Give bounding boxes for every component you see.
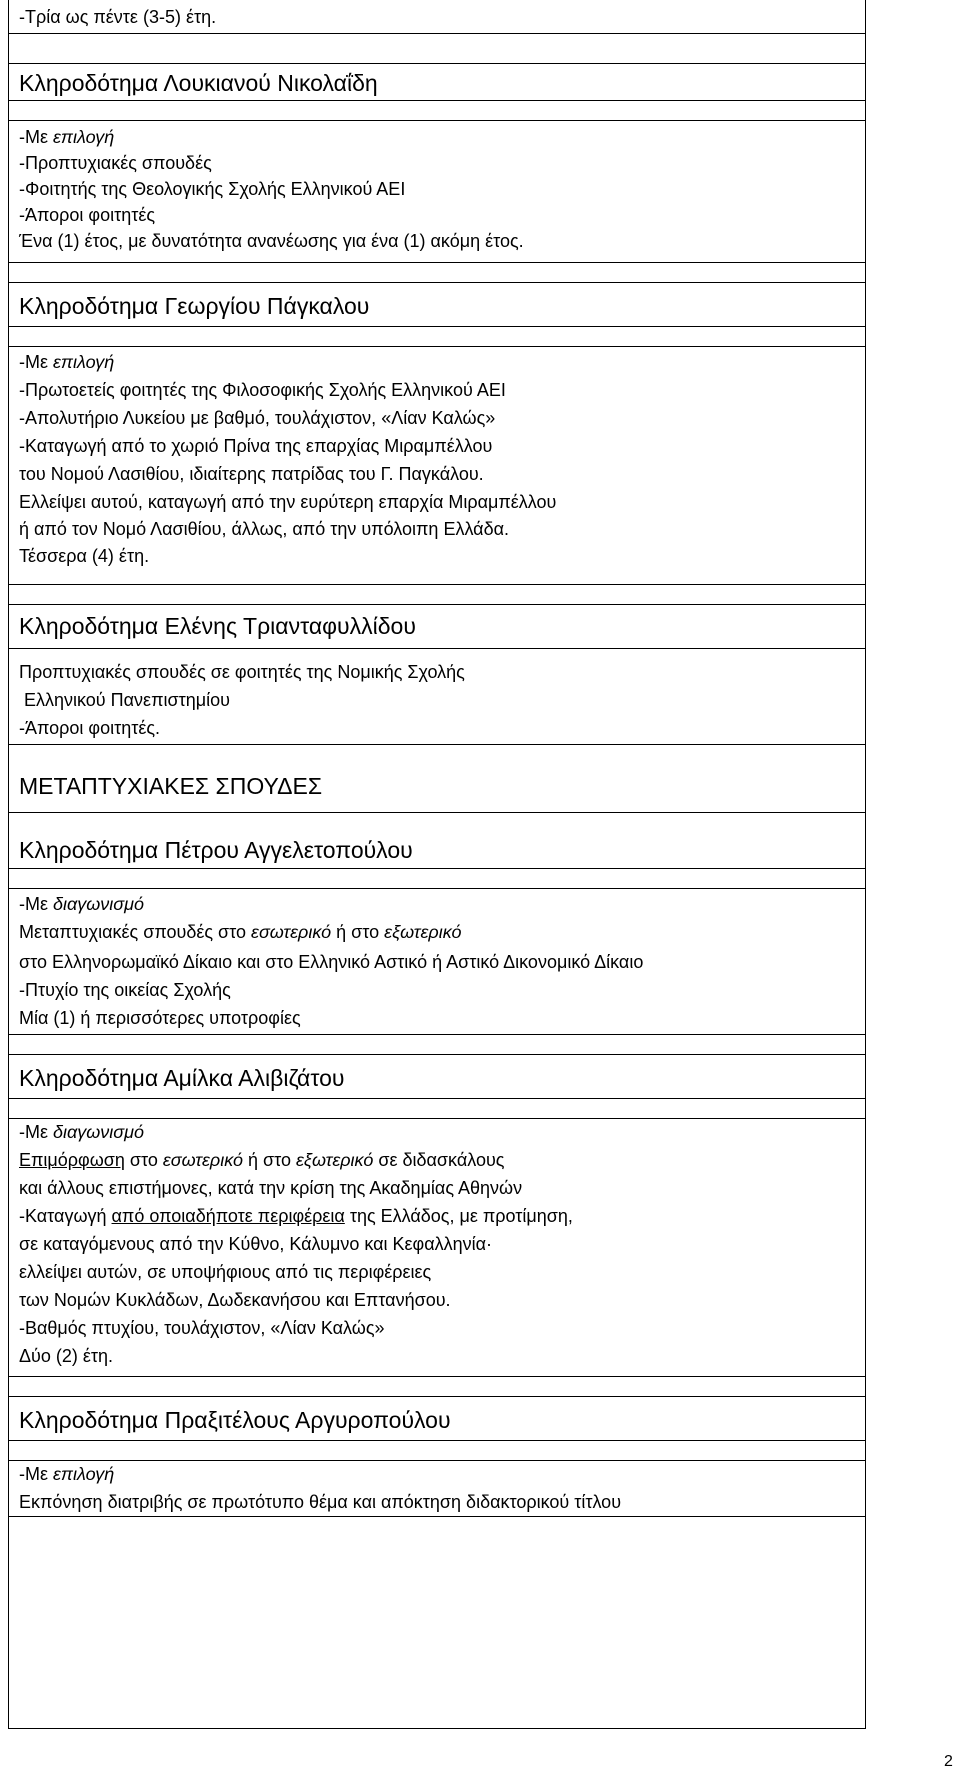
s5-title-row bbox=[9, 1054, 865, 1099]
s2-line-6: Ελλείψει αυτού, καταγωγή από την ευρύτερη επαρχία Μιραμπέλλου bbox=[19, 492, 557, 512]
s6-body bbox=[9, 1460, 865, 1517]
s3-line-1: Προπτυχιακές σπουδές σε φοιτητές της Νομικής Σχολής bbox=[19, 662, 465, 682]
s4-line-1: -Με διαγωνισμό bbox=[19, 894, 145, 914]
s2-line-1: -Με επιλογή bbox=[19, 352, 115, 372]
s1-body bbox=[9, 120, 865, 263]
s6-line-1: -Με επιλογή bbox=[19, 1464, 115, 1484]
intro-line: -Τρία ως πέντε (3-5) έτη. bbox=[19, 7, 217, 27]
spacer-row bbox=[9, 100, 865, 121]
s5-line-1: -Με διαγωνισμό bbox=[19, 1122, 145, 1142]
s2-title: Κληροδότημα Γεωργίου Πάγκαλου bbox=[19, 293, 370, 319]
postgrad-heading-row bbox=[9, 744, 865, 813]
s5-body bbox=[9, 1118, 865, 1377]
s2-line-4: -Καταγωγή από το χωριό Πρίνα της επαρχίας Μιραμπέλλου bbox=[19, 436, 493, 456]
s1-title: Κληροδότημα Λουκιανού Νικολαΐδη bbox=[19, 70, 378, 96]
s2-line-2: -Πρωτοετείς φοιτητές της Φιλοσοφικής Σχολής Ελληνικού ΑΕΙ bbox=[19, 380, 506, 400]
s6-line-2: Εκπόνηση διατριβής σε πρωτότυπο θέμα και απόκτηση διδακτορικού τίτλου bbox=[19, 1492, 622, 1512]
s5-line-4: -Καταγωγή από οποιαδήποτε περιφέρεια της Ελλάδος, με προτίμηση, bbox=[19, 1206, 573, 1226]
s5-title: Κληροδότημα Αμίλκα Αλιβιζάτου bbox=[19, 1065, 345, 1091]
s1-line-4: -Άποροι φοιτητές bbox=[19, 205, 156, 225]
s5-line-7: των Νομών Κυκλάδων, Δωδεκανήσου και Επτανήσου. bbox=[19, 1290, 451, 1310]
page-number: 2 bbox=[944, 1753, 953, 1770]
s2-line-3: -Απολυτήριο Λυκείου με βαθμό, τουλάχιστον, «Λίαν Καλώς» bbox=[19, 408, 496, 428]
s4-line-5: Μία (1) ή περισσότερες υποτροφίες bbox=[19, 1008, 301, 1028]
spacer-row bbox=[9, 1098, 865, 1119]
s5-line-8: -Βαθμός πτυχίου, τουλάχιστον, «Λίαν Καλώς» bbox=[19, 1318, 385, 1338]
s5-line-2: Επιμόρφωση στο εσωτερικό ή στο εξωτερικό σε διδασκάλους bbox=[19, 1150, 505, 1170]
spacer-row bbox=[9, 1034, 865, 1055]
s4-line-3: στο Ελληνορωμαϊκό Δίκαιο και στο Ελληνικό Αστικό ή Αστικό Δικονομικό Δίκαιο bbox=[19, 952, 644, 972]
s1-title-row bbox=[9, 63, 865, 101]
s5-line-5: σε καταγόμενους από την Κύθνο, Κάλυμνο και Κεφαλληνία· bbox=[19, 1234, 493, 1254]
s5-line-6: ελλείψει αυτών, σε υποψήφιους από τις περιφέρειες bbox=[19, 1262, 432, 1282]
s3-title-row bbox=[9, 604, 865, 649]
spacer-row bbox=[9, 326, 865, 347]
s5-line-9: Δύο (2) έτη. bbox=[19, 1346, 114, 1366]
s6-title-row bbox=[9, 1396, 865, 1441]
spacer-row bbox=[9, 33, 865, 64]
s3-title: Κληροδότημα Ελένης Τριανταφυλλίδου bbox=[19, 613, 416, 639]
s3-line-2: Ελληνικού Πανεπιστημίου bbox=[19, 690, 230, 710]
s2-line-7: ή από τον Νομό Λασιθίου, άλλως, από την υπόλοιπη Ελλάδα. bbox=[19, 519, 510, 539]
s2-line-8: Τέσσερα (4) έτη. bbox=[19, 546, 150, 566]
postgrad-heading: ΜΕΤΑΠΤΥΧΙΑΚΕΣ ΣΠΟΥΔΕΣ bbox=[19, 773, 323, 799]
intro-row bbox=[9, 0, 865, 33]
spacer-row bbox=[9, 1376, 865, 1397]
s2-body bbox=[9, 346, 865, 585]
s1-line-2: -Προπτυχιακές σπουδές bbox=[19, 153, 212, 173]
spacer-row bbox=[9, 584, 865, 605]
s3-body bbox=[9, 648, 865, 745]
s4-title: Κληροδότημα Πέτρου Αγγελετοπούλου bbox=[19, 837, 413, 863]
s4-title-row bbox=[9, 812, 865, 869]
s2-line-5: του Νομού Λασιθίου, ιδιαίτερης πατρίδας του Γ. Παγκάλου. bbox=[19, 464, 484, 484]
s1-line-5: Ένα (1) έτος, με δυνατότητα ανανέωσης για ένα (1) ακόμη έτος. bbox=[19, 231, 524, 251]
s2-title-row bbox=[9, 282, 865, 327]
empty-row bbox=[9, 1516, 865, 1729]
s4-line-2: Μεταπτυχιακές σπουδές στο εσωτερικό ή στο εξωτερικό bbox=[19, 922, 462, 942]
spacer-row bbox=[9, 262, 865, 283]
s3-line-3: -Άποροι φοιτητές. bbox=[19, 718, 161, 738]
s1-line-1: -Με επιλογή bbox=[19, 127, 115, 147]
s4-line-4: -Πτυχίο της οικείας Σχολής bbox=[19, 980, 231, 1000]
s4-body bbox=[9, 888, 865, 1035]
spacer-row bbox=[9, 868, 865, 889]
spacer-row bbox=[9, 1440, 865, 1461]
document-frame bbox=[8, 0, 866, 1729]
s6-title: Κληροδότημα Πραξιτέλους Αργυροπούλου bbox=[19, 1407, 451, 1433]
s5-line-3: και άλλους επιστήμονες, κατά την κρίση της Ακαδημίας Αθηνών bbox=[19, 1178, 523, 1198]
s1-line-3: -Φοιτητής της Θεολογικής Σχολής Ελληνικού ΑΕΙ bbox=[19, 179, 406, 199]
